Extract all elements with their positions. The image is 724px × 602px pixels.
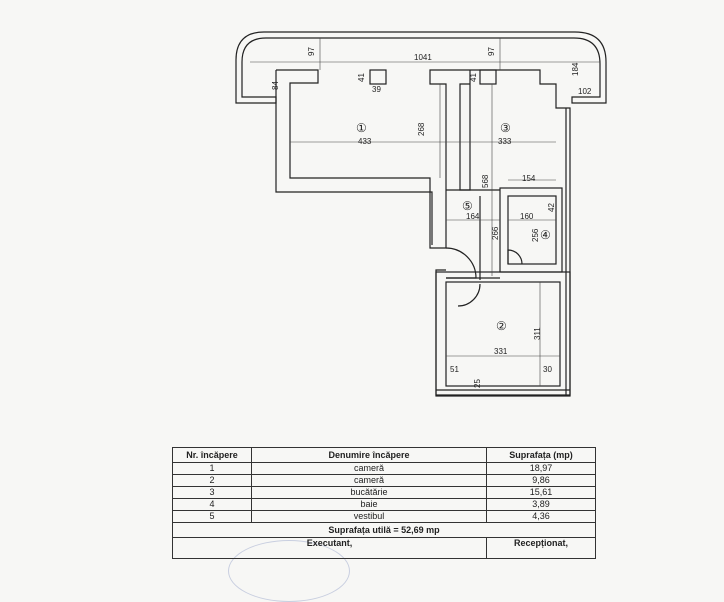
dim-room2-height: 311	[533, 327, 542, 340]
row-name: bucătărie	[252, 487, 487, 499]
dim-room5-height: 568	[481, 174, 490, 188]
dim-room1-width: 433	[358, 137, 372, 146]
balcony-outline	[236, 32, 606, 103]
table-header-row	[173, 448, 596, 463]
dim-bath-top: 154	[522, 174, 536, 183]
dim-room2-width: 331	[494, 347, 508, 356]
dim-hall-depth: 266	[491, 226, 500, 240]
signature-row	[173, 538, 596, 559]
dim-room1-height: 268	[417, 122, 426, 136]
total-area: Suprafața utilă = 52,69 mp	[173, 523, 596, 538]
receptionat-label: Recepționat,	[487, 538, 596, 559]
room-number-3: ③	[500, 121, 511, 135]
total-row	[173, 523, 596, 538]
dim-top-left: 97	[307, 47, 316, 56]
dim-hall-width: 164	[466, 212, 480, 221]
dim-bath-depth: 256	[531, 228, 540, 242]
room-table	[172, 447, 596, 559]
row-nr: 4	[173, 499, 252, 511]
row-nr: 3	[173, 487, 252, 499]
table-row	[173, 463, 596, 475]
door-swing-1	[446, 248, 476, 278]
dim-right-step-h: 102	[578, 87, 592, 96]
dim-bottom-left: 51	[450, 365, 459, 374]
dim-bottom-right: 30	[543, 365, 552, 374]
header-nr: Nr. încăpere	[173, 448, 252, 463]
row-name: cameră	[252, 463, 487, 475]
row-nr: 5	[173, 511, 252, 523]
door-swing-3	[508, 250, 522, 264]
dim-bath-small: 42	[547, 203, 556, 212]
row-area: 15,61	[487, 487, 596, 499]
dim-vent1-h: 41	[357, 73, 366, 82]
table-row	[173, 499, 596, 511]
row-nr: 2	[173, 475, 252, 487]
header-area: Suprafața (mp)	[487, 448, 596, 463]
row-area: 18,97	[487, 463, 596, 475]
header-name: Denumire încăpere	[252, 448, 487, 463]
row-nr: 1	[173, 463, 252, 475]
door-swing-2	[458, 284, 480, 306]
dim-left-step: 84	[271, 81, 280, 90]
table-row	[173, 487, 596, 499]
row-area: 3,89	[487, 499, 596, 511]
row-name: vestibul	[252, 511, 487, 523]
dim-overall-width: 1041	[414, 53, 432, 62]
room-number-1: ①	[356, 121, 367, 135]
dim-bottom-mid: 25	[473, 379, 482, 388]
vent-1	[370, 70, 386, 84]
room2-walls	[436, 272, 570, 396]
dim-room3-width: 333	[498, 137, 512, 146]
dim-right-step-v: 184	[571, 62, 580, 76]
row-area: 9,86	[487, 475, 596, 487]
table-row	[173, 511, 596, 523]
room-number-2: ②	[496, 319, 507, 333]
dim-vent2-h: 41	[469, 73, 478, 82]
exterior-wall	[276, 70, 570, 395]
dim-top-mid: 97	[487, 47, 496, 56]
row-name: cameră	[252, 475, 487, 487]
room-number-5: ⑤	[462, 199, 473, 213]
dim-bath-width: 160	[520, 212, 534, 221]
vent-2	[480, 70, 496, 84]
row-name: baie	[252, 499, 487, 511]
row-area: 4,36	[487, 511, 596, 523]
table-row	[173, 475, 596, 487]
executant-label: Executant,	[173, 538, 487, 559]
room-number-4: ④	[540, 228, 551, 242]
dim-vent1-w: 39	[372, 85, 381, 94]
